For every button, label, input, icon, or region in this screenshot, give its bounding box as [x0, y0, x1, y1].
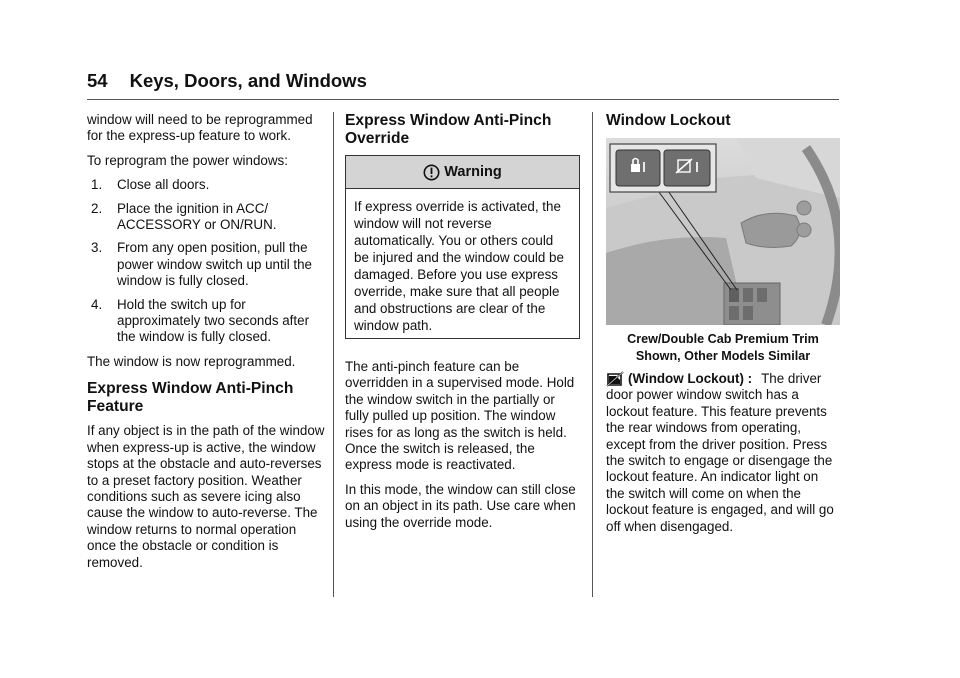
reprogram-lead: To reprogram the power windows: — [87, 152, 288, 168]
step-item: 2. Place the ignition in ACC/ ACCESSORY or ON/RUN. — [91, 200, 277, 233]
window-lockout-icon — [606, 371, 624, 387]
reprogram-done: The window is now reprogrammed. — [87, 353, 296, 369]
lockout-lead: The driver — [761, 371, 822, 386]
step-item: 3. From any open position, pull the power window switch up until the window is fully closed. — [91, 240, 313, 289]
page-number: 54 — [87, 70, 108, 91]
warning-text: If express override is activated, the window will not reverse automatically. You or others could be injured and the window could be damaged. Before you use express override, make sure that all people and obstructions are clear of the window path. — [354, 199, 564, 333]
override-para-2: In this mode, the window can still close on an object in its path. Use care when using the override mode. — [345, 481, 576, 530]
figure-caption: Crew/Double Cab Premium Trim Shown, Other Models Similar — [627, 332, 819, 363]
column-middle — [345, 112, 580, 539]
column-right — [606, 112, 840, 543]
intro-text: window will need to be reprogrammed for the express-up feature to work. — [87, 112, 313, 144]
step-item: 4. Hold the switch up for approximately two seconds after the window is fully closed. — [91, 296, 310, 345]
door-panel-image — [606, 138, 840, 325]
lockout-label: (Window Lockout) : — [628, 371, 753, 386]
header-rule — [87, 99, 839, 100]
override-para-1: The anti-pinch feature can be overridden in a supervised mode. Hold the window switch in the partially or fully pulled up position. The window rises for as long as the switch is held. Once the switch is released, the express mode is reactivated. — [345, 359, 575, 473]
column-left — [87, 112, 327, 579]
page-header — [87, 70, 367, 92]
warning-icon — [423, 164, 440, 181]
warning-title: Warning — [444, 163, 502, 180]
warning-box — [345, 155, 580, 339]
lockout-heading: Window Lockout — [606, 112, 731, 129]
feature-heading: Express Window Anti-Pinch Feature — [87, 380, 294, 416]
feature-text: If any object is in the path of the window when express-up is active, the window stops at the obstacle and auto-reverses to a preset factory position. Weather conditions such as severe icing also cause the window to auto-reverse. The window returns to normal operation once the obstacle or condition is removed. — [87, 423, 325, 570]
warning-header — [346, 156, 579, 189]
lockout-line — [606, 371, 840, 387]
section-title: Keys, Doors, and Windows — [129, 70, 367, 91]
door-switch-illustration — [606, 138, 840, 325]
column-divider — [333, 112, 334, 597]
step-item: 1. Close all doors. — [91, 177, 210, 193]
reprogram-steps — [87, 177, 327, 346]
override-heading: Express Window Anti-Pinch Override — [345, 112, 552, 147]
lockout-text: door power window switch has a lockout feature. This feature prevents the rear windows from operating, except from the driver position. Press the switch to engage or disengage the lockout feature. An indicator light on the switch will come on when the lockout feature is engaged, and will go off when disengaged. — [606, 387, 834, 534]
column-divider — [592, 112, 593, 597]
